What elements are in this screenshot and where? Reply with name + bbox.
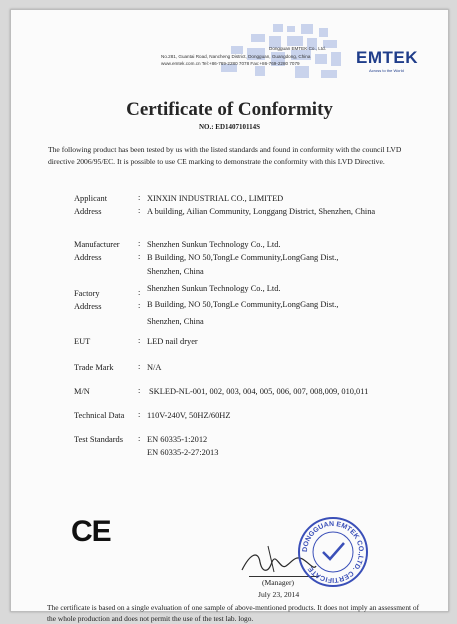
applicant-address-value: A building, Ailian Community, Longgang District, Shenzhen, China [147,207,376,216]
trademark-label: Trade Mark [74,363,114,372]
certificate-page: Dongguan EMTEK Co., Ltd. No.281, Guantai Road, Nancheng District, Dongguan, Guangdong, China www.emtek.com.cn Tel:+86-769-2280 7078 Fax:+86-769-2280 7079 EMTEK Across to the World Certificate of Conformity NO.: ED140710114S The following product has been tested by us with the listed standards and found in conformity with the council LVD directive 2006/95/EC. It is possible to use CE marking to demonstrate the conformity with this LVD Directive. Applicant Address : : XINXIN INDUSTRIAL CO., LIMITED A building, Ailian Community, Longgang District, Shenzhen, China Manufacturer Address : : Shenzhen Sunkun Technology Co., Ltd. B Building, NO 50,TongLe Community,LongGang Dist., Shenzhen, China Factory Address : : Shenzhen Sunkun Technology Co., Ltd. B Building, NO 50,TongLe Community,LongGang Dist., Shenzhen, China EUT : LED nail dryer Trade Mark : N/A M/N : SKLED-NL-001, 002, 003, 004, 005, 006, 007, 008,009, 010,011 Technical Data : 110V-240V, 50HZ/60HZ Test Standards : EN 60335-1:2012 EN 60335-2-27:2013 CE DONGGUAN EMTEK CO.,LTD. CERTIFICATE (Manager) July 23, 2014 The certificate is based on a single evaluation of one sample of above-mentioned products. It does not imply an assessment of the whole production and does not permit the use of the test lab. logo. [10,9,449,612]
technical-data-label: Technical Data [74,411,125,420]
page-title: Certificate of Conformity [126,99,333,120]
footer-disclaimer: The certificate is based on a single evaluation of one sample of above-mentioned products. It does not imply an assessment of the whole production and does not permit the use of the test lab. logo. [47,603,420,623]
applicant-label: Applicant [74,194,108,203]
mn-value: SKLED-NL-001, 002, 003, 004, 005, 006, 007, 008,009, 010,011 [149,387,369,396]
eut-label: EUT [74,337,91,346]
applicant-value: XINXIN INDUSTRIAL CO., LIMITED [147,194,284,203]
technical-data-value: 110V-240V, 50HZ/60HZ [147,411,231,420]
manufacturer-address-line-2: Shenzhen, China [147,267,204,276]
ce-mark: CE [71,515,111,548]
signature-date: July 23, 2014 [258,590,300,599]
logo-slogan: Across to the World [369,68,404,73]
factory-value: Shenzhen Sunkun Technology Co., Ltd. [147,284,281,293]
trademark-value: N/A [147,363,162,372]
lab-contact: www.emtek.com.cn Tel:+86-769-2280 7078 Fax:+86-769-2280 7079 [161,61,300,66]
applicant-address-label: Address [74,207,102,216]
certificate-number: NO.: ED140710114S [198,123,261,131]
factory-address-line-1: B Building, NO 50,TongLe Community,LongGang Dist., [147,300,339,309]
stamp-text: DONGGUAN EMTEK CO.,LTD. CERTIFICATE [301,520,365,584]
manufacturer-label: Manufacturer [74,240,120,249]
mn-label: M/N [74,387,90,396]
manufacturer-address-label: Address [74,253,102,262]
lab-address: No.281, Guantai Road, Nancheng District, Dongguan, Guangdong, China [161,54,311,59]
factory-address-label: Address [74,302,102,311]
manufacturer-value: Shenzhen Sunkun Technology Co., Ltd. [147,240,281,249]
signatory-role: (Manager) [262,578,295,587]
eut-value: LED nail dryer [147,337,198,346]
company-stamp-icon [296,515,370,589]
intro-paragraph: The following product has been tested by us with the listed standards and found in conformity with the council LVD directive 2006/95/EC. It is possible to use CE marking to demonstrate the conformity with this LVD Directive. [48,145,402,166]
test-standard-1: EN 60335-1:2012 [147,435,208,444]
manufacturer-address-line-1: B Building, NO 50,TongLe Community,LongGang Dist., [147,253,339,262]
factory-label: Factory [74,289,100,298]
test-standards-label: Test Standards [74,435,123,444]
factory-address-line-2: Shenzhen, China [147,317,204,326]
emtek-logo: EMTEK [356,48,418,67]
svg-text:DONGGUAN EMTEK CO.,LTD. CERTIF [302,521,364,583]
test-standard-2: EN 60335-2-27:2013 [147,448,219,457]
lab-name: Dongguan EMTEK Co., Ltd. [269,46,326,51]
